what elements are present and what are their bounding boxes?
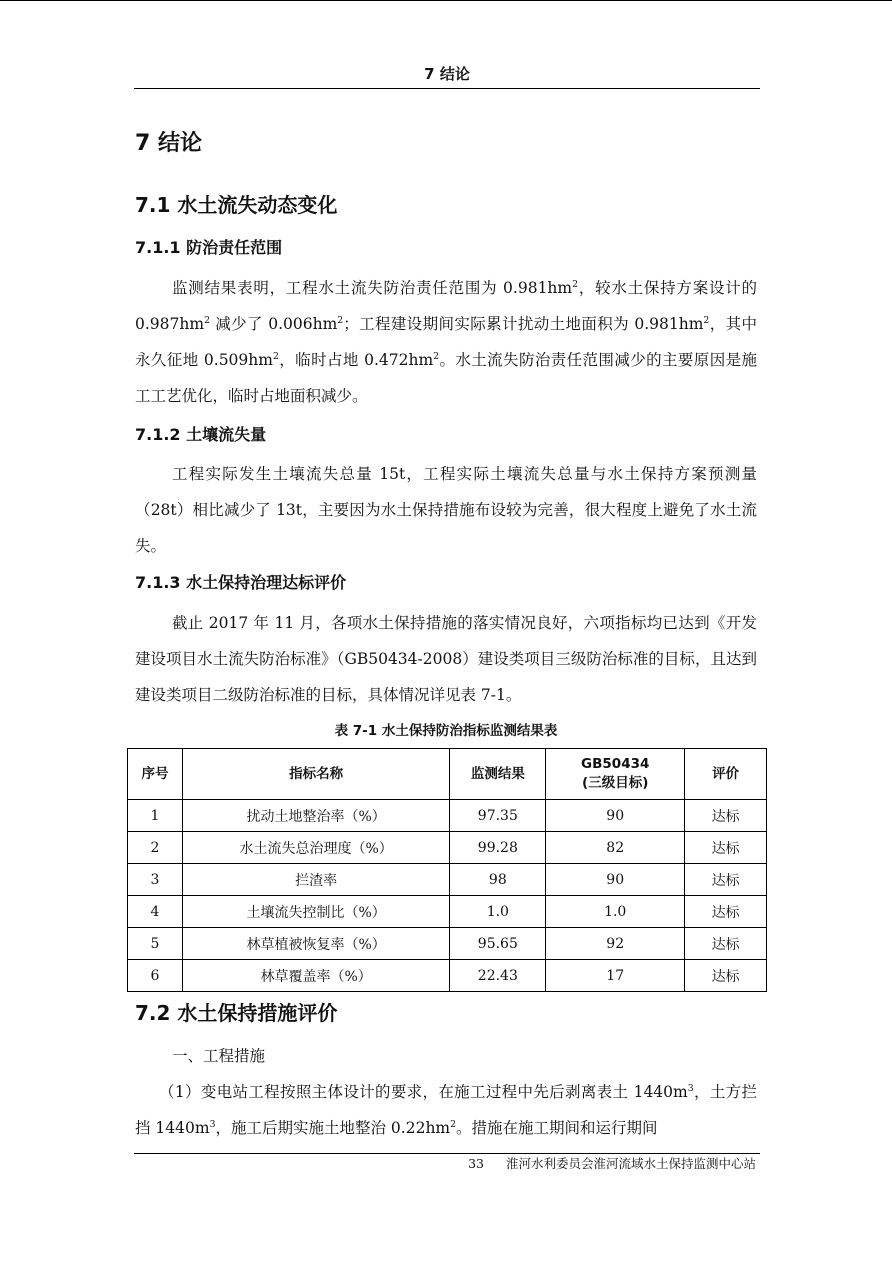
cell-eval: 达标 (685, 832, 767, 864)
cell-name: 土壤流失控制比（%） (182, 896, 450, 928)
cell-name: 水土流失总治理度（%） (182, 832, 450, 864)
running-header (134, 62, 760, 89)
results-table (127, 748, 767, 992)
cell-index: 1 (128, 800, 183, 832)
cell-result: 97.35 (450, 800, 546, 832)
table-header-row (128, 749, 767, 800)
header-indicator-name: 指标名称 (182, 749, 450, 800)
cell-result: 22.43 (450, 960, 546, 992)
cell-index: 4 (128, 896, 183, 928)
section-7-1-2-title: 7.1.2 土壤流失量 (135, 425, 267, 444)
cell-index: 2 (128, 832, 183, 864)
cell-target: 90 (546, 864, 685, 896)
table-row (128, 864, 767, 896)
section-7-1-2-paragraph: 工程实际发生土壤流失总量 15t，工程实际土壤流失总量与水土保持方案预测量（28t）相比减少了 13t，主要因为水土保持措施布设较为完善，很大程度上避免了水土流失。 (135, 465, 757, 555)
footer-organization: 淮河水利委员会淮河流域水土保持监测中心站 (505, 1156, 756, 1171)
cell-index: 6 (128, 960, 183, 992)
table-row (128, 800, 767, 832)
header-target (546, 749, 685, 800)
cell-name: 扰动土地整治率（%） (182, 800, 450, 832)
cell-eval: 达标 (685, 896, 767, 928)
header-index: 序号 (128, 749, 183, 800)
cell-target: 17 (546, 960, 685, 992)
cell-name: 林草植被恢复率（%） (182, 928, 450, 960)
page-number: 33 (468, 1156, 484, 1171)
cell-result: 95.65 (450, 928, 546, 960)
cell-target: 1.0 (546, 896, 685, 928)
section-7-1-1-paragraph: 监测结果表明，工程水土流失防治责任范围为 $0.981hm^2$，较水土保持方案设计的 $0.987hm^2$ 减少了 $0.006hm^2$；工程建设期间实际累计扰动土地面积为 $0.981hm^2$，其中永久征地 $0.509hm^2$，临时占地 $0.472hm^2$。水土流失防治责任范围减少的主要原因是施工工艺优化，临时占地面积减少。 (135, 278, 757, 405)
cell-result: 99.28 (450, 832, 546, 864)
cell-target: 92 (546, 928, 685, 960)
cell-target: 90 (546, 800, 685, 832)
cell-target: 82 (546, 832, 685, 864)
table-caption: 表 7-1 水土保持防治指标监测结果表 (334, 723, 558, 739)
cell-eval: 达标 (685, 960, 767, 992)
section-7-1-3-title: 7.1.3 水土保持治理达标评价 (135, 573, 347, 592)
section-7-1-title: 7.1 水土流失动态变化 (135, 193, 338, 217)
page-footer (134, 1154, 756, 1174)
section-7-1-3-paragraph: 截止 2017 年 11 月，各项水土保持措施的落实情况良好，六项指标均已达到《开发建设项目水土流失防治标准》（GB50434-2008）建设类项目三级防治标准的目标，且达到建设类项目二级防治标准的目标，具体情况详见表 7-1。 (135, 614, 757, 704)
cell-result: 98 (450, 864, 546, 896)
header-monitoring-result: 监测结果 (450, 749, 546, 800)
table-row (128, 896, 767, 928)
page-top-border (0, 0, 892, 1)
section-7-2-paragraph: （1）变电站工程按照主体设计的要求，在施工过程中先后剥离表土 $1440m^3$，土方拦挡 $1440m^3$，施工后期实施土地整治 $0.22hm^2$。措施在施工期间和运行期间 (135, 1082, 757, 1137)
table-row (128, 960, 767, 992)
cell-name: 拦渣率 (182, 864, 450, 896)
chapter-title: 7 结论 (135, 131, 202, 156)
cell-index: 5 (128, 928, 183, 960)
table-row (128, 832, 767, 864)
running-header-title: 7 结论 (424, 65, 470, 83)
header-evaluation: 评价 (685, 749, 767, 800)
cell-eval: 达标 (685, 928, 767, 960)
cell-result: 1.0 (450, 896, 546, 928)
header-target-line2: (三级目标) (582, 775, 649, 791)
section-7-1-1-title: 7.1.1 防治责任范围 (135, 238, 283, 257)
header-target-line1: GB50434 (581, 756, 650, 772)
cell-name: 林草覆盖率（%） (182, 960, 450, 992)
cell-eval: 达标 (685, 864, 767, 896)
cell-index: 3 (128, 864, 183, 896)
subsection-engineering-measures: 一、工程措施 (172, 1047, 266, 1065)
section-7-2-title: 7.2 水土保持措施评价 (135, 1001, 338, 1025)
table-row (128, 928, 767, 960)
cell-eval: 达标 (685, 800, 767, 832)
